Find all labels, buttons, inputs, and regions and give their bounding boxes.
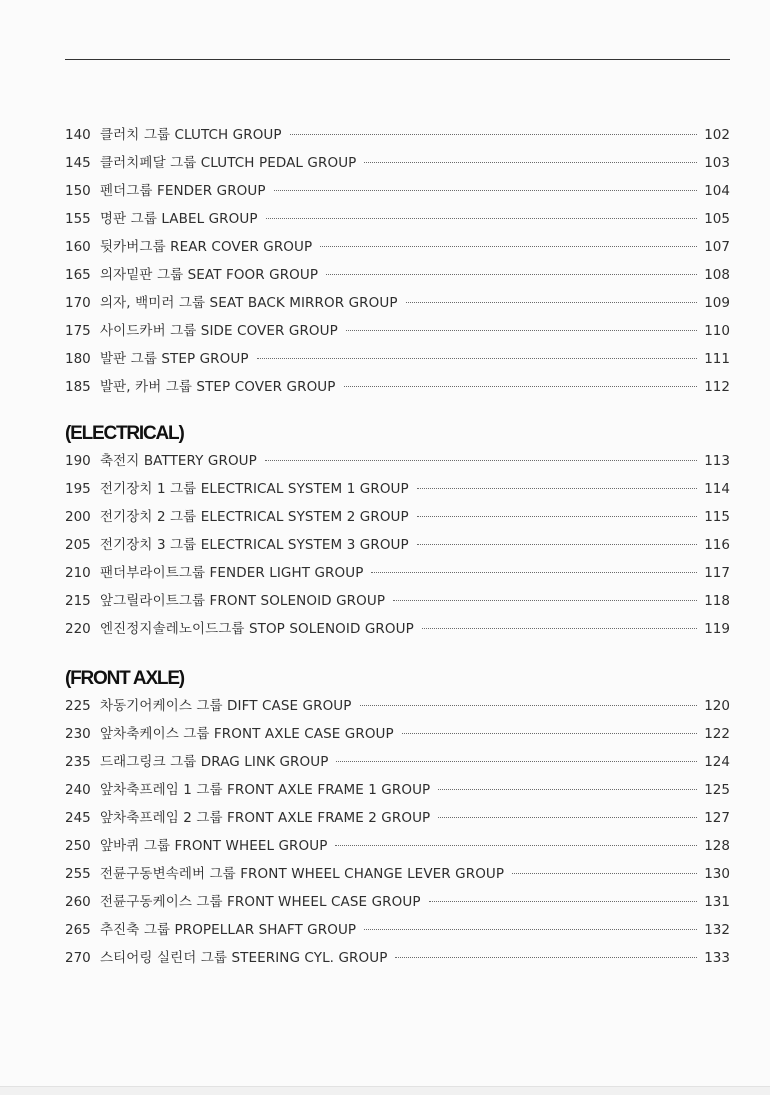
entry-title: 팬더부라이트그룹 FENDER LIGHT GROUP: [100, 565, 364, 581]
entry-title: 앞차축케이스 그룹 FRONT AXLE CASE GROUP: [100, 726, 394, 742]
entry-number: 220: [65, 621, 91, 637]
entry-page: 103: [704, 155, 730, 171]
toc-entry[interactable]: [65, 205, 730, 233]
entry-number: 200: [65, 509, 91, 525]
toc-entry[interactable]: [65, 289, 730, 317]
entry-title: 의자밑판 그룹 SEAT FOOR GROUP: [100, 267, 319, 283]
entry-title: 클러치페달 그룹 CLUTCH PEDAL GROUP: [100, 155, 357, 171]
entry-title: 엔진정지솔레노이드그룹 STOP SOLENOID GROUP: [100, 621, 414, 637]
dot-leader: [438, 817, 697, 818]
dot-leader: [512, 873, 697, 874]
entry-title: 축전지 BATTERY GROUP: [100, 453, 257, 469]
dot-leader: [344, 386, 697, 387]
entry-number: 155: [65, 211, 91, 227]
entry-page: 113: [704, 453, 730, 469]
toc-entry[interactable]: [65, 720, 730, 748]
entry-number: 240: [65, 782, 91, 798]
entry-number: 260: [65, 894, 91, 910]
entry-number: 160: [65, 239, 91, 255]
entry-title: 펜더그룹 FENDER GROUP: [100, 183, 266, 199]
toc-entry[interactable]: [65, 317, 730, 345]
entry-number: 145: [65, 155, 91, 171]
toc-entry[interactable]: [65, 776, 730, 804]
toc-entry[interactable]: [65, 748, 730, 776]
dot-leader: [393, 600, 697, 601]
dot-leader: [429, 901, 697, 902]
dot-leader: [422, 628, 697, 629]
toc-entry[interactable]: [65, 916, 730, 944]
dot-leader: [417, 516, 697, 517]
entry-page: 115: [704, 509, 730, 525]
entry-number: 235: [65, 754, 91, 770]
dot-leader: [395, 957, 697, 958]
dot-leader: [320, 246, 697, 247]
dot-leader: [406, 302, 697, 303]
entry-number: 165: [65, 267, 91, 283]
dot-leader: [402, 733, 697, 734]
toc-entry[interactable]: [65, 587, 730, 615]
entry-title: 앞바퀴 그룹 FRONT WHEEL GROUP: [100, 838, 328, 854]
toc-entry[interactable]: [65, 531, 730, 559]
entry-page: 122: [704, 726, 730, 742]
entry-number: 225: [65, 698, 91, 714]
section-heading-front-axle: (FRONT AXLE): [65, 668, 184, 689]
entry-title: 발판, 카버 그룹 STEP COVER GROUP: [100, 379, 336, 395]
header-rule: [65, 59, 730, 60]
entry-title: 드래그링크 그룹 DRAG LINK GROUP: [100, 754, 329, 770]
toc-entry[interactable]: [65, 447, 730, 475]
toc-entry[interactable]: [65, 345, 730, 373]
entry-number: 140: [65, 127, 91, 143]
entry-page: 118: [704, 593, 730, 609]
entry-title: 앞그릴라이트그룹 FRONT SOLENOID GROUP: [100, 593, 386, 609]
toc-section-electrical: [65, 447, 730, 643]
entry-title: 사이드카버 그룹 SIDE COVER GROUP: [100, 323, 338, 339]
entry-number: 150: [65, 183, 91, 199]
entry-page: 125: [704, 782, 730, 798]
entry-number: 210: [65, 565, 91, 581]
dot-leader: [336, 761, 697, 762]
entry-title: 전륜구동케이스 그룹 FRONT WHEEL CASE GROUP: [100, 894, 421, 910]
entry-number: 170: [65, 295, 91, 311]
entry-title: 클러치 그룹 CLUTCH GROUP: [100, 127, 282, 143]
entry-page: 116: [704, 537, 730, 553]
toc-entry[interactable]: [65, 692, 730, 720]
entry-page: 102: [704, 127, 730, 143]
entry-number: 215: [65, 593, 91, 609]
toc-entry[interactable]: [65, 888, 730, 916]
entry-page: 117: [704, 565, 730, 581]
entry-number: 180: [65, 351, 91, 367]
toc-entry[interactable]: [65, 944, 730, 972]
dot-leader: [346, 330, 697, 331]
entry-number: 255: [65, 866, 91, 882]
dot-leader: [290, 134, 697, 135]
dot-leader: [274, 190, 697, 191]
entry-number: 205: [65, 537, 91, 553]
dot-leader: [360, 705, 697, 706]
entry-page: 133: [704, 950, 730, 966]
entry-title: 앞차축프레임 2 그룹 FRONT AXLE FRAME 2 GROUP: [100, 810, 431, 826]
entry-title: 추진축 그룹 PROPELLAR SHAFT GROUP: [100, 922, 357, 938]
toc-entry[interactable]: [65, 559, 730, 587]
entry-page: 119: [704, 621, 730, 637]
entry-page: 127: [704, 810, 730, 826]
toc-entry[interactable]: [65, 804, 730, 832]
entry-page: 132: [704, 922, 730, 938]
dot-leader: [266, 218, 697, 219]
dot-leader: [335, 845, 697, 846]
table-of-contents: [65, 121, 730, 972]
entry-page: 114: [704, 481, 730, 497]
entry-page: 128: [704, 838, 730, 854]
toc-entry[interactable]: [65, 832, 730, 860]
entry-number: 175: [65, 323, 91, 339]
entry-number: 245: [65, 810, 91, 826]
toc-section-body: [65, 121, 730, 401]
toc-entry[interactable]: [65, 475, 730, 503]
entry-number: 250: [65, 838, 91, 854]
entry-number: 190: [65, 453, 91, 469]
toc-entry[interactable]: [65, 233, 730, 261]
toc-section-front-axle: [65, 692, 730, 972]
entry-title: 전기장치 2 그룹 ELECTRICAL SYSTEM 2 GROUP: [100, 509, 409, 525]
entry-number: 270: [65, 950, 91, 966]
entry-title: 스티어링 실린더 그룹 STEERING CYL. GROUP: [100, 950, 388, 966]
dot-leader: [417, 488, 697, 489]
toc-entry[interactable]: [65, 373, 730, 401]
entry-title: 뒷카버그룹 REAR COVER GROUP: [100, 239, 313, 255]
toc-entry[interactable]: [65, 860, 730, 888]
dot-leader: [371, 572, 697, 573]
entry-number: 195: [65, 481, 91, 497]
entry-page: 104: [704, 183, 730, 199]
entry-page: 110: [704, 323, 730, 339]
entry-number: 230: [65, 726, 91, 742]
entry-number: 265: [65, 922, 91, 938]
toc-entry[interactable]: [65, 177, 730, 205]
section-heading-electrical: (ELECTRICAL): [65, 423, 184, 444]
dot-leader: [364, 929, 697, 930]
toc-entry[interactable]: [65, 615, 730, 643]
entry-page: 130: [704, 866, 730, 882]
toc-entry[interactable]: [65, 261, 730, 289]
entry-page: 111: [704, 351, 730, 367]
entry-page: 108: [704, 267, 730, 283]
dot-leader: [438, 789, 697, 790]
entry-page: 109: [704, 295, 730, 311]
entry-title: 차동기어케이스 그룹 DIFT CASE GROUP: [100, 698, 352, 714]
dot-leader: [326, 274, 697, 275]
entry-title: 전기장치 3 그룹 ELECTRICAL SYSTEM 3 GROUP: [100, 537, 409, 553]
entry-page: 131: [704, 894, 730, 910]
entry-page: 107: [704, 239, 730, 255]
dot-leader: [257, 358, 697, 359]
dot-leader: [265, 460, 697, 461]
entry-title: 전기장치 1 그룹 ELECTRICAL SYSTEM 1 GROUP: [100, 481, 409, 497]
toc-entry[interactable]: [65, 121, 730, 149]
toc-entry[interactable]: [65, 503, 730, 531]
entry-title: 전륜구동변속레버 그룹 FRONT WHEEL CHANGE LEVER GROUP: [100, 866, 505, 882]
entry-title: 명판 그룹 LABEL GROUP: [100, 211, 258, 227]
toc-entry[interactable]: [65, 149, 730, 177]
entry-page: 124: [704, 754, 730, 770]
entry-page: 105: [704, 211, 730, 227]
dot-leader: [364, 162, 697, 163]
entry-title: 앞차축프레임 1 그룹 FRONT AXLE FRAME 1 GROUP: [100, 782, 431, 798]
entry-number: 185: [65, 379, 91, 395]
entry-title: 의자, 백미러 그룹 SEAT BACK MIRROR GROUP: [100, 295, 398, 311]
entry-page: 120: [704, 698, 730, 714]
dot-leader: [417, 544, 697, 545]
entry-page: 112: [704, 379, 730, 395]
entry-title: 발판 그룹 STEP GROUP: [100, 351, 249, 367]
